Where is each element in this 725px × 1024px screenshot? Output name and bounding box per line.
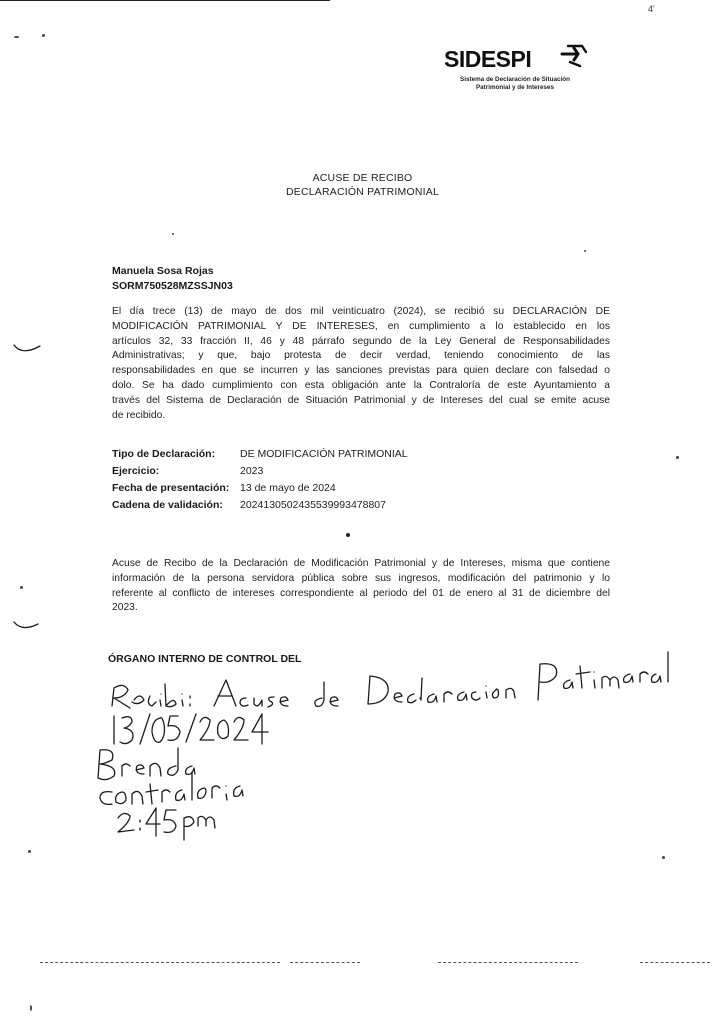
corner-page-mark: 4'	[648, 4, 655, 14]
scan-dashed-line	[438, 962, 578, 964]
paragraph-line: Administrativas; y que, bajo protesta de decir verdad, teniendo conocimiento de las	[112, 350, 610, 362]
logo-subtitle-line2: Patrimonial y de Intereses	[475, 84, 555, 91]
paragraph-line: información de la persona servidora pública sobre sus ingresos, modificación del patrimonio y lo	[112, 572, 610, 584]
field-value-fecha: 13 de mayo de 2024	[240, 482, 336, 494]
field-value-tipo: DE MODIFICACIÓN PATRIMONIAL	[240, 448, 408, 460]
paragraph-line: dolo. Se ha dado cumplimiento con esta obligación ante la Contraloría de este Ayuntamiento a	[112, 379, 610, 391]
paragraph-line: MODIFICACIÓN PATRIMONIAL Y DE INTERESES, en cumplimiento a lo establecido en los	[112, 320, 610, 332]
recipient-name: Manuela Sosa Rojas	[112, 265, 214, 277]
field-label-ejercicio: Ejercicio:	[112, 465, 160, 477]
field-label-tipo: Tipo de Declaración:	[112, 448, 216, 460]
paragraph-line: artículos 32, 33 fracción II, 46 y 48 párrafo segundo de la Ley General de Responsabilidades	[112, 335, 610, 347]
scan-dashed-line	[290, 962, 360, 964]
paragraph-line: responsabilidades en que se incurren y las sanciones previstas para quien declare con falsedad o	[112, 365, 610, 377]
heading-line2: DECLARACIÓN PATRIMONIAL	[286, 186, 439, 198]
paragraph-line: 2023.	[112, 602, 138, 614]
scan-dashed-line	[640, 962, 710, 964]
heading-line1: ACUSE DE RECIBO	[312, 172, 413, 184]
recipient-rfc: SORM750528MZSSJN03	[112, 280, 233, 292]
field-value-cadena: 20241305024355399934​78807	[240, 499, 386, 511]
logo-wordmark: SIDESPI	[444, 46, 532, 72]
scan-dashed-line	[40, 962, 280, 964]
field-value-ejercicio: 2023	[240, 465, 264, 477]
paragraph-line: través del Sistema de Declaración de Situación Patrimonial y de Intereses del cual se emite acuse	[112, 394, 610, 406]
paragraph-line: El día trece (13) de mayo de dos mil veinticuatro (2024), se recibió su DECLARACIÓN DE	[112, 306, 610, 317]
field-label-cadena: Cadena de validación:	[112, 499, 223, 511]
paragraph-line: Acuse de Recibo de la Declaración de Modificación Patrimonial y de Intereses, misma que contiene	[112, 558, 610, 569]
paragraph-line: referente al conflicto de intereses correspondiente al periodo del 01 de enero al 31 de diciembre del	[112, 587, 610, 599]
field-label-fecha: Fecha de presentación:	[112, 482, 230, 494]
organo-interno-label: ÓRGANO INTERNO DE CONTROL DEL	[108, 653, 302, 665]
logo-subtitle-line1: Sistema de Declaración de Situación	[460, 76, 570, 83]
paragraph-line: de recibido.	[112, 409, 166, 421]
